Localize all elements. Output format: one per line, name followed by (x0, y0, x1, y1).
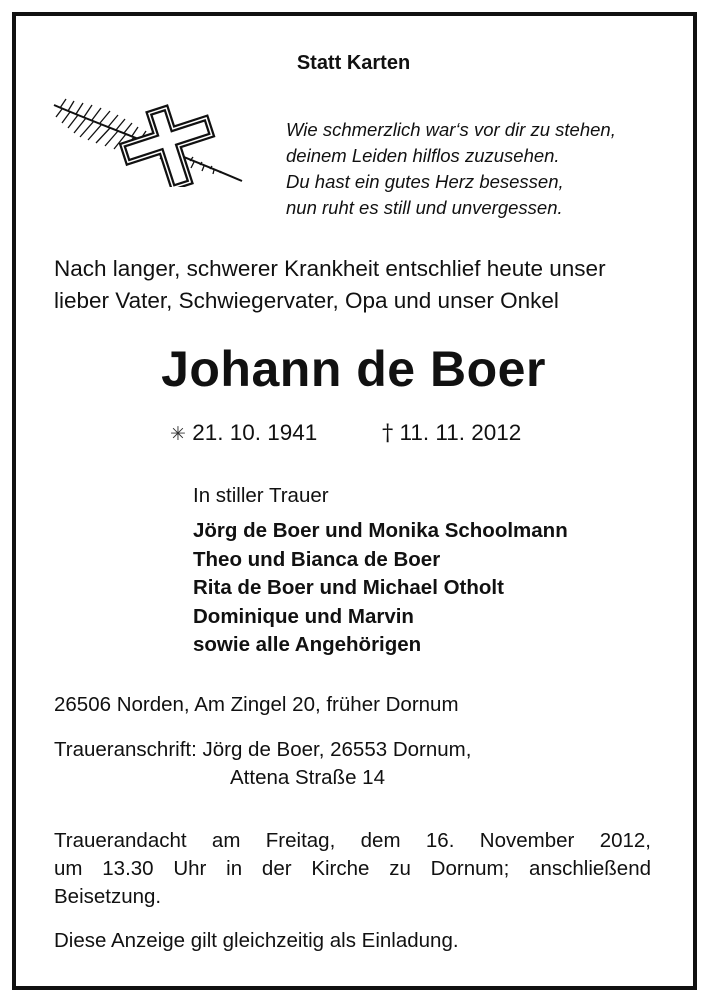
mourner-name: sowie alle Angehörigen (193, 633, 422, 656)
poem-line: Wie schmerzlich war‘s vor dir zu stehen, (286, 119, 616, 140)
notice-header: Statt Karten (296, 52, 411, 74)
poem (286, 117, 616, 221)
service-info (54, 827, 651, 911)
birth-symbol-icon: ✳ (170, 423, 186, 445)
mourning-address-line: Traueranschrift: Jörg de Boer, 26553 Dornum, (54, 738, 472, 761)
intro-line: Nach langer, schwerer Krankheit entschlief heute unser (54, 256, 606, 281)
mourning-address-street: Attena Straße 14 (230, 766, 385, 789)
death-symbol-icon: † (382, 420, 394, 446)
death-date-value: 11. 11. 2012 (399, 420, 522, 445)
mourners-list (193, 517, 568, 660)
mourner-name: Rita de Boer und Michael Otholt (193, 576, 504, 599)
poem-line: nun ruht es still und unvergessen. (286, 197, 563, 218)
birth-date (170, 420, 317, 446)
service-line: Trauerandacht am Freitag, dem 16. November 2012, (54, 829, 651, 852)
mourner-name: Jörg de Boer und Monika Schoolmann (193, 519, 568, 542)
mourner-name: Dominique und Marvin (193, 604, 414, 628)
residence-address: 26506 Norden, Am Zingel 20, früher Dornum (54, 693, 459, 716)
intro-line: lieber Vater, Schwiegervater, Opa und unser Onkel (54, 288, 559, 313)
poem-line: Du hast ein gutes Herz besessen, (286, 171, 564, 192)
invitation-note: Diese Anzeige gilt gleichzeitig als Einladung. (54, 929, 459, 952)
service-line: Beisetzung. (54, 885, 162, 908)
mourner-name: Theo und Bianca de Boer (193, 547, 441, 571)
cross-with-palm-frond-icon (50, 95, 250, 187)
service-line: um 13.30 Uhr in der Kirche zu Dornum; anschließend (54, 857, 651, 880)
deceased-name: Johann de Boer (161, 341, 546, 397)
birth-date-value: 21. 10. 1941 (192, 420, 318, 445)
death-date (382, 420, 521, 446)
poem-line: deinem Leiden hilflos zuzusehen. (286, 145, 560, 166)
intro-text (54, 253, 606, 317)
mourning-heading: In stiller Trauer (193, 484, 329, 507)
